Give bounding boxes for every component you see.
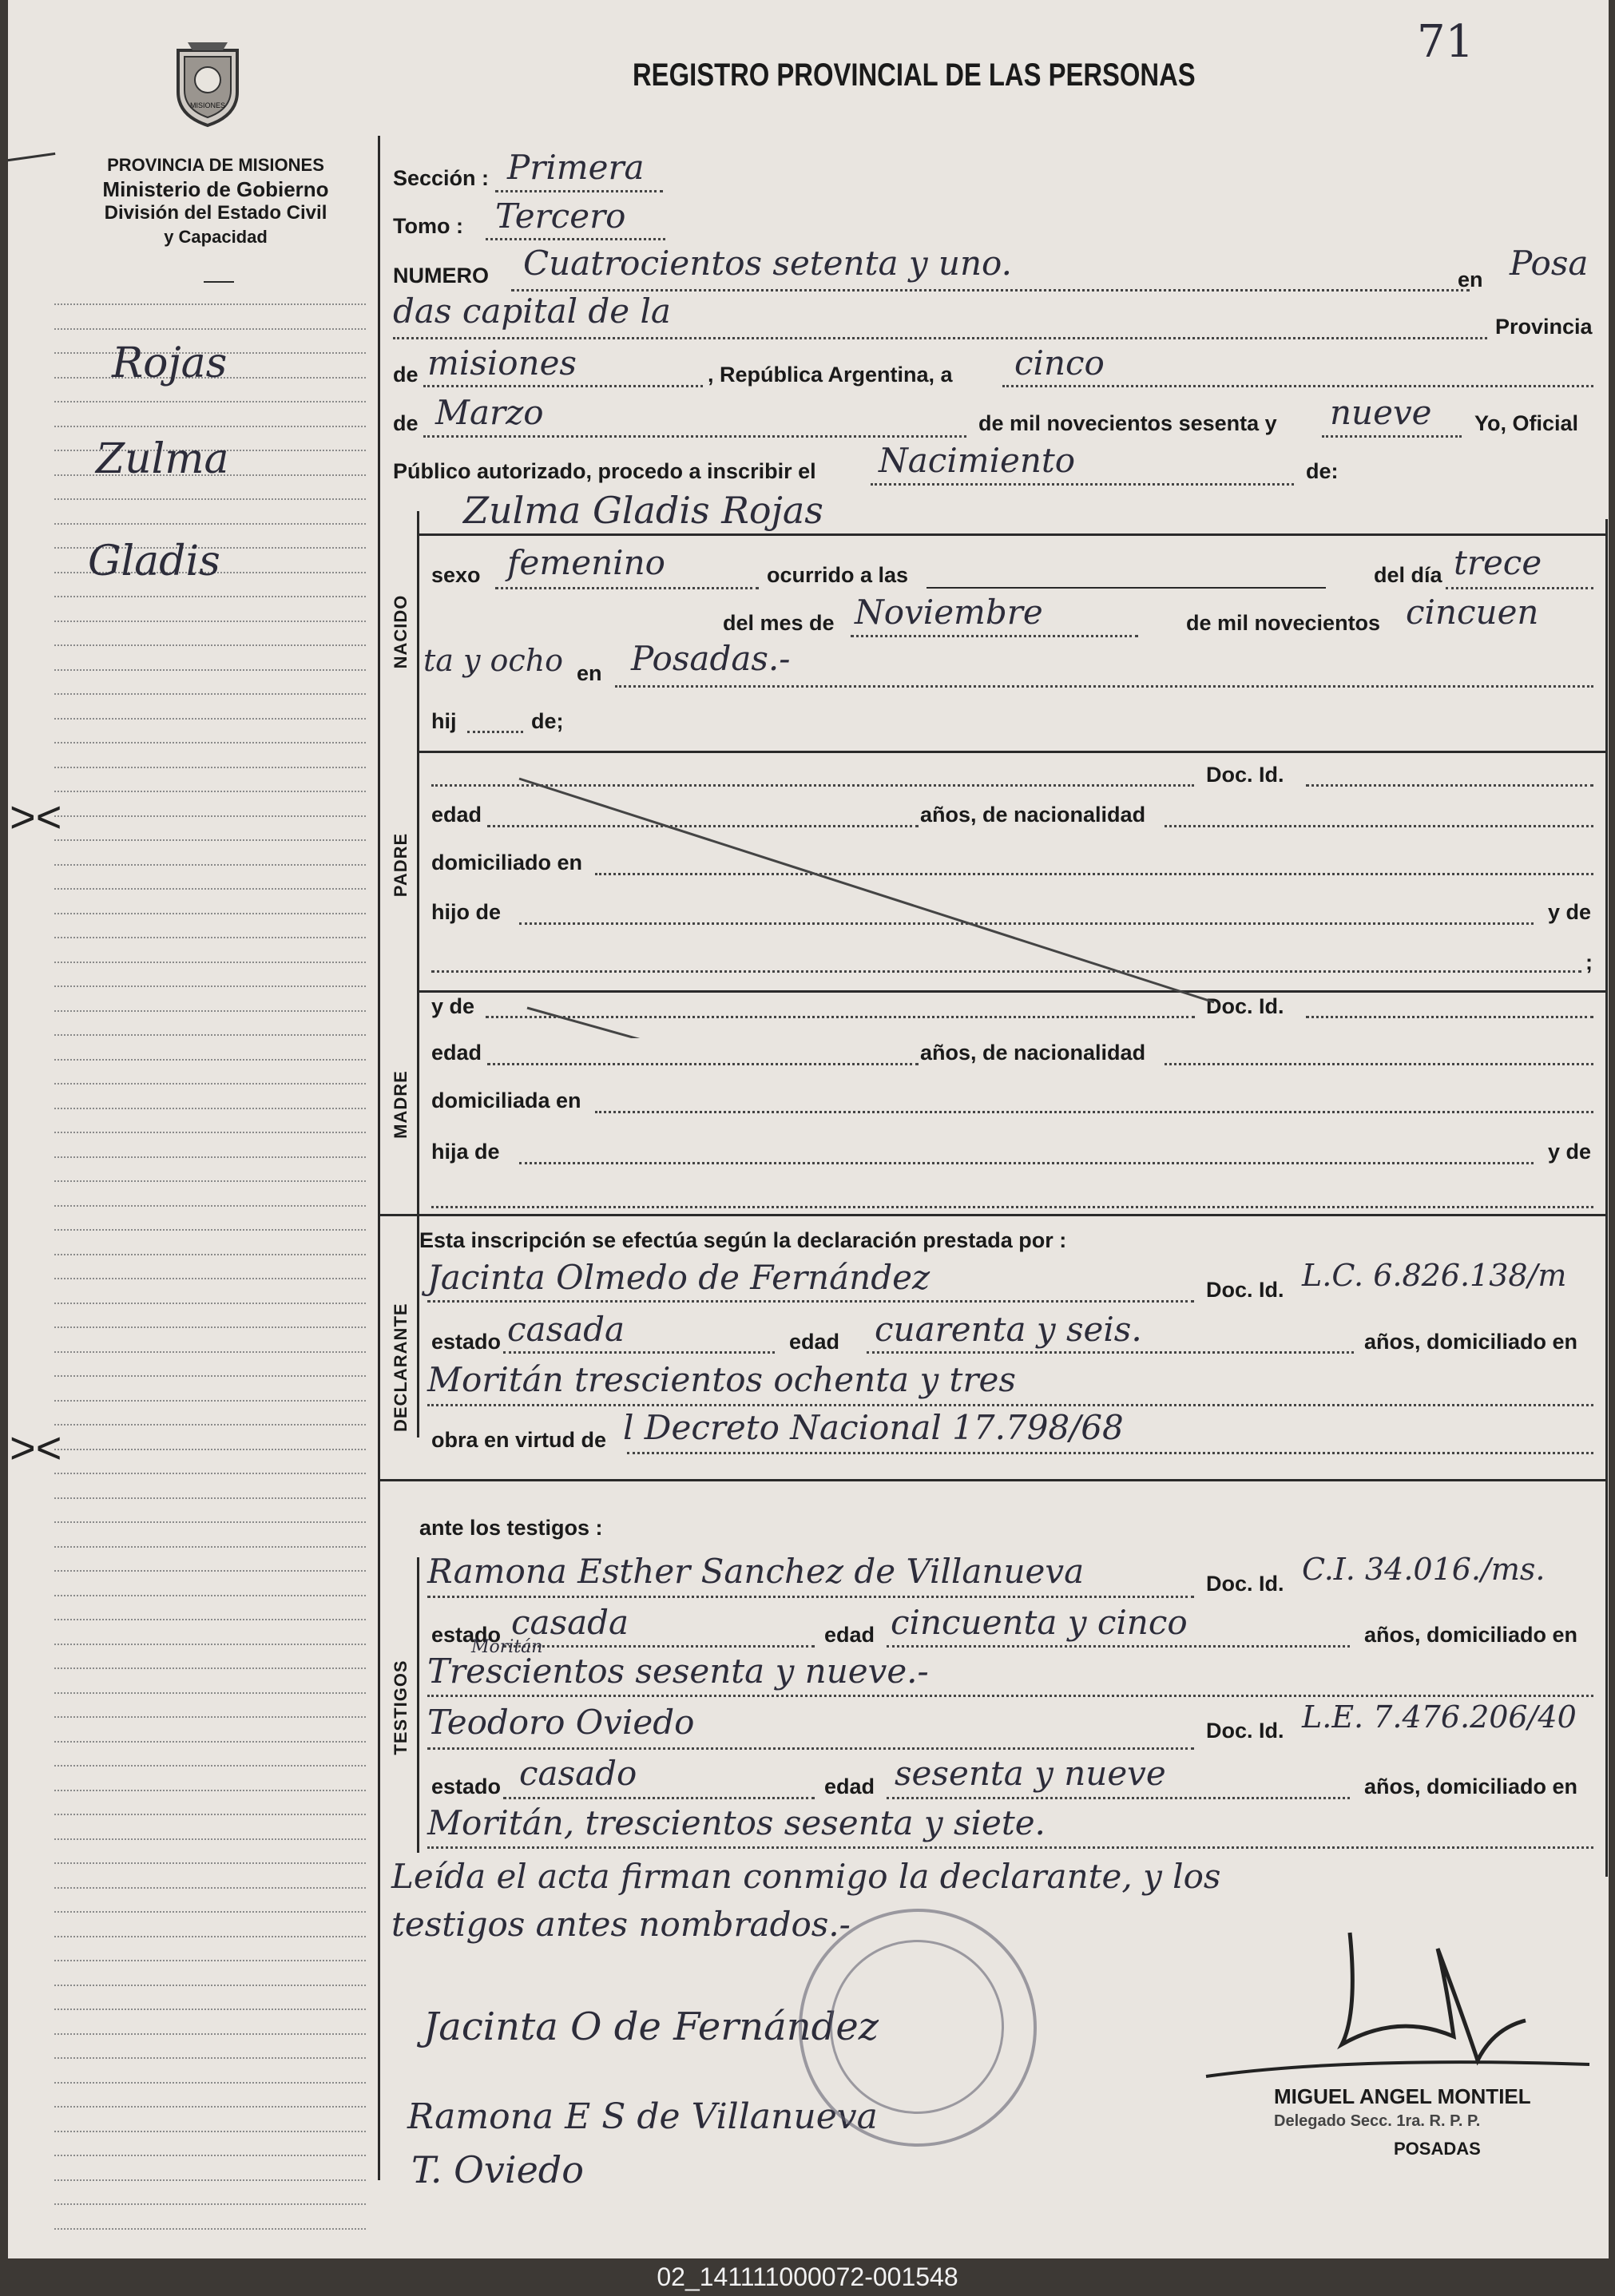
del-mes-label: del mes de xyxy=(723,611,835,635)
lugar-value: Posadas.- xyxy=(631,639,791,678)
margin-rule-line xyxy=(54,2131,366,2132)
madre-hija-label: hija de xyxy=(431,1140,500,1164)
padre-semicolon: ; xyxy=(1585,950,1593,974)
margin-rule-line xyxy=(54,1303,366,1304)
cierre-line-1: Leída el acta firman conmigo la declarante, y los xyxy=(391,1857,1221,1896)
testigo2-doc-value: L.E. 7.476.206/40 xyxy=(1302,1699,1577,1735)
madre-edad-label: edad xyxy=(431,1041,482,1065)
cancel-strike-lines xyxy=(8,0,1609,1038)
margin-rule-line xyxy=(54,1667,366,1669)
margin-rule-line xyxy=(54,1838,366,1840)
provincia-label: Provincia xyxy=(1495,315,1593,339)
margin-rule-line xyxy=(54,1400,366,1402)
obra-label: obra en virtud de xyxy=(431,1428,607,1452)
margin-rule-line xyxy=(54,2179,366,2181)
madre-y-de-label-2: y de xyxy=(1548,1140,1592,1164)
en-city-cont: das capital de la xyxy=(393,291,671,331)
seccion-value: Primera xyxy=(507,148,645,187)
testigo1-doc-label: Doc. Id. xyxy=(1206,1572,1284,1596)
publico-label: Público autorizado, procedo a inscribir el xyxy=(393,459,816,483)
testigo1-dom-b-value: Trescientos sesenta y nueve.- xyxy=(427,1652,929,1691)
margin-rule-line xyxy=(54,1180,366,1182)
testigo1-nombre-value: Ramona Esther Sanchez de Villanueva xyxy=(427,1552,1085,1591)
margin-rule-line xyxy=(54,1595,366,1596)
padre-y-de-label: y de xyxy=(1548,900,1592,924)
decreto-value: l Decreto Nacional 17.798/68 xyxy=(623,1408,1124,1447)
padre-dom-label: domiciliado en xyxy=(431,851,583,874)
nombre-value: Zulma Gladis Rojas xyxy=(463,489,823,532)
declarante-dom-line xyxy=(427,1404,1593,1406)
margin-rule-line xyxy=(54,1449,366,1450)
de-colon-label: de: xyxy=(1306,459,1339,483)
folio-number: 71 xyxy=(1417,16,1474,68)
padre-section-label: PADRE xyxy=(391,832,411,898)
testigo2-estado-line xyxy=(503,1797,815,1799)
declarante-edad-value: cuarenta y seis. xyxy=(875,1310,1142,1349)
madre-nac-line xyxy=(1165,1063,1593,1065)
sexo-value: femenino xyxy=(507,543,665,582)
en-label: en xyxy=(1458,268,1483,291)
margin-rule-line xyxy=(54,1278,366,1279)
margin-rule-line xyxy=(54,1960,366,1961)
ante-label: ante los testigos : xyxy=(419,1516,603,1540)
ano-nac-value-1: cincuen xyxy=(1406,593,1539,632)
margin-rule-line xyxy=(54,1985,366,1986)
margin-rule-line xyxy=(54,2228,366,2230)
madre-hija-line xyxy=(519,1162,1534,1164)
testigos-section-label: TESTIGOS xyxy=(391,1660,411,1755)
madre-edad-line xyxy=(487,1063,919,1065)
margin-rule-line xyxy=(54,1911,366,1913)
org-line-3: División del Estado Civil xyxy=(104,202,327,224)
ano-nac-value-2: ta y ocho xyxy=(423,643,564,678)
margin-rule-line xyxy=(54,1229,366,1231)
de-semi-label: de; xyxy=(531,709,564,733)
acto-value: Nacimiento xyxy=(879,441,1076,480)
testigo1-doc-value: C.I. 34.016./ms. xyxy=(1302,1552,1546,1587)
signature-testigo-1: Ramona E S de Villanueva xyxy=(407,2096,878,2137)
mil-nov-label: de mil novecientos xyxy=(1186,611,1381,635)
declarante-section-label: DECLARANTE xyxy=(391,1303,411,1432)
margin-rule-line xyxy=(54,1424,366,1426)
margin-rule-line xyxy=(54,2082,366,2084)
margin-rule-line xyxy=(54,1862,366,1864)
declarante-estado-line xyxy=(503,1351,775,1354)
testigo2-dom-line xyxy=(427,1846,1593,1849)
madre-dom-line xyxy=(595,1111,1593,1113)
staple-mark-icon: >< xyxy=(10,1422,62,1473)
margin-rule-line xyxy=(54,1326,366,1328)
del-dia-label: del día xyxy=(1374,563,1442,587)
declarante-estado-label: estado xyxy=(431,1330,502,1354)
yo-oficial-label: Yo, Oficial xyxy=(1474,411,1579,435)
ano-value: nueve xyxy=(1330,393,1432,432)
mil-novecientos-label: de mil novecientos sesenta y xyxy=(978,411,1277,435)
page-title: REGISTRO PROVINCIAL DE LAS PERSONAS xyxy=(633,57,1196,93)
testigo1-estado-label: estado xyxy=(431,1623,502,1647)
margin-second-name: Gladis xyxy=(88,537,220,585)
madre-bottom xyxy=(378,1214,1605,1216)
testigo1-dom-line xyxy=(427,1695,1593,1697)
declarante-doc-label: Doc. Id. xyxy=(1206,1278,1284,1302)
mes-value: Marzo xyxy=(435,393,544,432)
sexo-label: sexo xyxy=(431,563,481,587)
tomo-value: Tercero xyxy=(495,196,626,236)
padre-anos-label: años, de nacionalidad xyxy=(920,803,1146,827)
declarante-nombre-line xyxy=(427,1300,1194,1303)
numero-value: Cuatrocientos setenta y uno. xyxy=(523,244,1012,283)
de-label-1: de xyxy=(393,363,419,387)
org-line-4: y Capacidad xyxy=(164,227,268,247)
official-name: MIGUEL ANGEL MONTIEL xyxy=(1274,2084,1531,2108)
margin-rule-line xyxy=(54,1132,366,1133)
cierre-line-2: testigos antes nombrados.- xyxy=(391,1905,851,1944)
margin-rule-line xyxy=(54,1741,366,1743)
madre-section-label: MADRE xyxy=(391,1070,411,1139)
testigo1-anos-label: años, domiciliado en xyxy=(1364,1623,1578,1647)
madre-abuela-line xyxy=(431,1206,1593,1208)
official-seal-icon xyxy=(799,1909,1037,2147)
testigo2-edad-value: sesenta y nueve xyxy=(895,1754,1166,1793)
org-line-1: PROVINCIA DE MISIONES xyxy=(107,155,324,175)
svg-text:MISIONES: MISIONES xyxy=(189,101,226,109)
archive-reference: 02_141111000072-001548 xyxy=(0,2258,1615,2296)
margin-rule-line xyxy=(54,2155,366,2156)
margin-rule-line xyxy=(54,1205,366,1207)
madre-doc-label: Doc. Id. xyxy=(1206,994,1284,1018)
testigo2-estado-label: estado xyxy=(431,1775,502,1798)
padre-doc-label: Doc. Id. xyxy=(1206,763,1284,787)
testigo2-edad-line xyxy=(887,1797,1350,1799)
margin-rule-line xyxy=(54,1692,366,1694)
margin-rule-line xyxy=(54,2009,366,2010)
margin-rule-line xyxy=(54,1887,366,1889)
margin-rule-line xyxy=(54,1497,366,1499)
margin-first-name: Zulma xyxy=(96,435,229,483)
testigo2-anos-label: años, domiciliado en xyxy=(1364,1775,1578,1798)
official-title: Delegado Secc. 1ra. R. P. P. xyxy=(1274,2112,1481,2130)
margin-rule-line xyxy=(54,1108,366,1109)
margin-rule-line xyxy=(54,1083,366,1085)
testigos-rule xyxy=(417,1557,419,1853)
margin-rule-line xyxy=(54,1619,366,1620)
register-page xyxy=(8,0,1609,2258)
en-nac-label: en xyxy=(577,661,602,685)
testigo1-dom-a-value: Moritán xyxy=(471,1637,543,1657)
margin-rule-line xyxy=(54,1644,366,1645)
padre-hijo-label: hijo de xyxy=(431,900,501,924)
declarante-dom-value: Moritán trescientos ochenta y tres xyxy=(427,1360,1016,1399)
margin-rule-line xyxy=(54,2106,366,2108)
de-label-2: de xyxy=(393,411,419,435)
hij-label: hij xyxy=(431,709,457,733)
signature-declarante: Jacinta O de Fernández xyxy=(423,2005,879,2049)
margin-rule-line xyxy=(54,1375,366,1377)
declarante-nombre-value: Jacinta Olmedo de Fernández xyxy=(427,1258,931,1297)
testigo1-edad-line xyxy=(887,1645,1350,1648)
declarante-estado-value: casada xyxy=(507,1310,625,1349)
declarante-doc-value: L.C. 6.826.138/m xyxy=(1302,1258,1567,1293)
margin-rule-line xyxy=(54,1059,366,1061)
margin-rule-line xyxy=(54,1254,366,1255)
staple-mark-icon: >< xyxy=(10,791,62,842)
provincia-value: misiones xyxy=(427,343,577,383)
declaracion-label: Esta inscripción se efectúa según la declaración prestada por : xyxy=(419,1228,1067,1252)
margin-rule-line xyxy=(54,2057,366,2059)
padre-edad-label: edad xyxy=(431,803,482,827)
margin-rule-line xyxy=(54,1765,366,1767)
dia-value: cinco xyxy=(1014,343,1105,383)
margin-rule-line xyxy=(54,2203,366,2205)
declarante-bottom xyxy=(378,1479,1605,1481)
en-city-start: Posa xyxy=(1510,244,1589,283)
testigo2-dom-value: Moritán, trescientos sesenta y siete. xyxy=(427,1803,1046,1842)
numero-label: NUMERO xyxy=(393,264,489,287)
margin-rule-line xyxy=(54,1716,366,1718)
margin-rule-line xyxy=(54,1790,366,1791)
margin-rule-line xyxy=(54,1473,366,1474)
tomo-label: Tomo : xyxy=(393,214,463,238)
margin-rule-line xyxy=(54,1521,366,1523)
testigo2-nombre-value: Teodoro Oviedo xyxy=(427,1703,695,1742)
nacido-section-label: NACIDO xyxy=(391,594,411,669)
ocurrido-label: ocurrido a las xyxy=(767,563,909,587)
margin-rule-line xyxy=(54,1156,366,1158)
dia-nac-value: trece xyxy=(1454,543,1542,582)
margin-rule-line xyxy=(54,1351,366,1353)
margin-surname: Rojas xyxy=(112,339,228,387)
seccion-label: Sección : xyxy=(393,166,490,190)
margin-rule-line xyxy=(54,2033,366,2035)
margin-rule-line xyxy=(54,1814,366,1815)
mes-nac-value: Noviembre xyxy=(855,593,1043,632)
testigo1-edad-label: edad xyxy=(824,1623,875,1647)
margin-rule-line xyxy=(54,1570,366,1572)
testigo2-doc-label: Doc. Id. xyxy=(1206,1719,1284,1743)
testigo2-nombre-line xyxy=(427,1747,1194,1750)
testigo2-edad-label: edad xyxy=(824,1775,875,1798)
declarante-anos-label: años, domiciliado en xyxy=(1364,1330,1578,1354)
testigo2-estado-value: casado xyxy=(519,1754,637,1793)
testigo1-edad-value: cincuenta y cinco xyxy=(891,1603,1188,1642)
testigo1-estado-value: casada xyxy=(511,1603,629,1642)
madre-y-de-label: y de xyxy=(431,994,475,1018)
signature-testigo-2: T. Oviedo xyxy=(411,2148,584,2191)
declarante-edad-line xyxy=(867,1351,1354,1354)
margin-rule-line xyxy=(54,1936,366,1937)
official-signature-icon xyxy=(1190,1917,1605,2092)
margin-rule-line xyxy=(54,1546,366,1548)
official-city: POSADAS xyxy=(1394,2139,1481,2159)
republica-label: , República Argentina, a xyxy=(708,363,953,387)
madre-dom-label: domiciliada en xyxy=(431,1089,581,1112)
madre-anos-label: años, de nacionalidad xyxy=(920,1041,1146,1065)
testigo1-nombre-line xyxy=(427,1596,1194,1598)
declarante-edad-label: edad xyxy=(789,1330,840,1354)
decreto-line xyxy=(627,1452,1593,1454)
testigo1-estado-line xyxy=(503,1645,815,1648)
org-line-2: Ministerio de Gobierno xyxy=(102,177,329,201)
